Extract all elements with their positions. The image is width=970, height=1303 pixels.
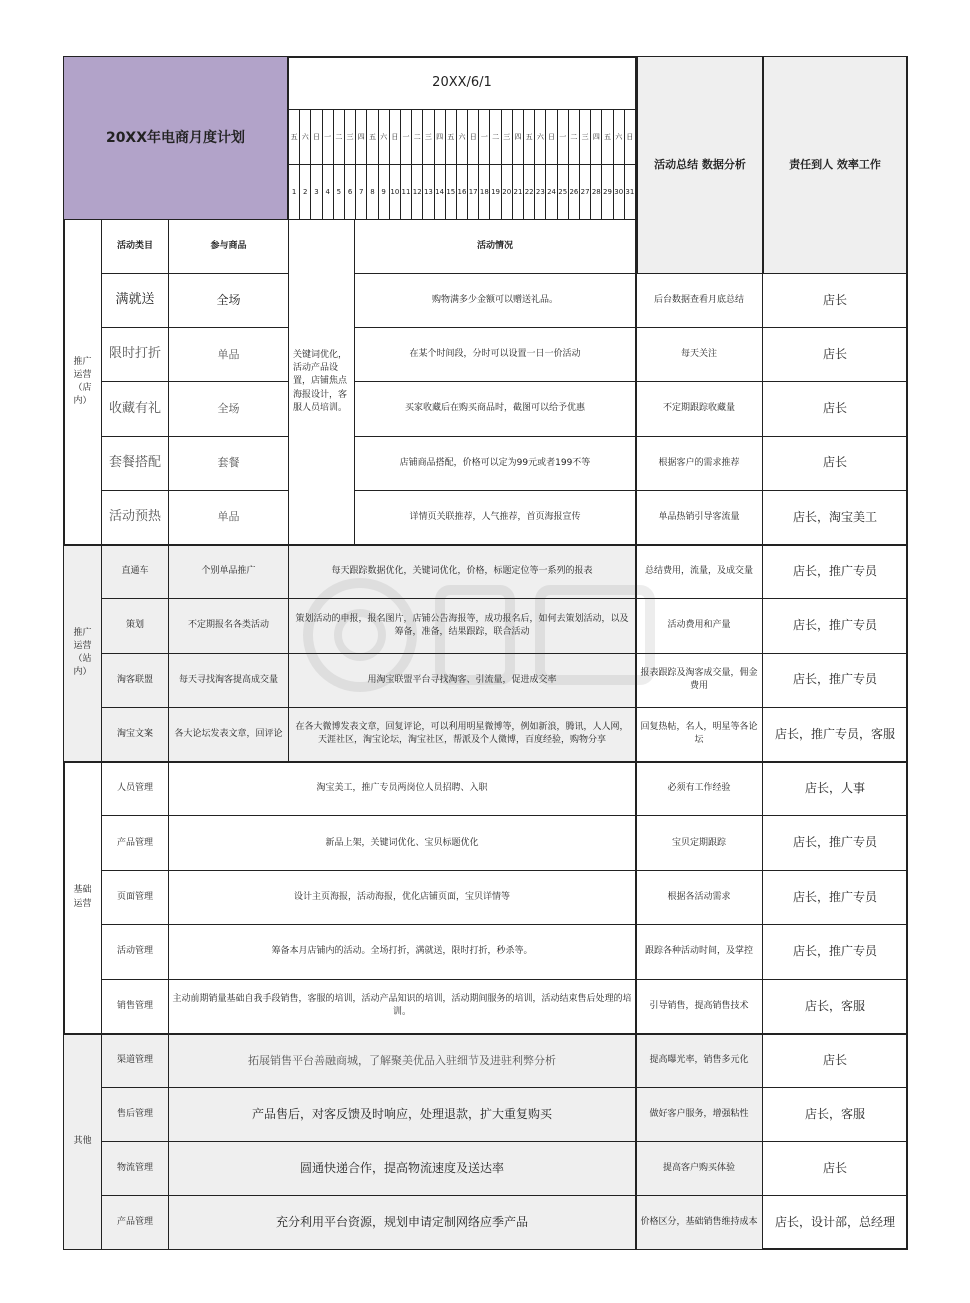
weekday-cell: 五 (524, 110, 535, 165)
owner-cell: 店长，淘宝美工 (763, 491, 908, 545)
day-cell: 20 (502, 165, 513, 220)
owner-cell: 店长，人事 (763, 762, 908, 816)
day-cell: 9 (379, 165, 390, 220)
owner-cell: 店长 (763, 1142, 908, 1196)
situation-cell: 每天跟踪数据优化，关键词优化，价格，标题定位等一系列的报表 (289, 545, 636, 599)
product-cell: 全场 (169, 382, 289, 436)
day-cell: 21 (513, 165, 524, 220)
header-situation: 活动情况 (355, 220, 636, 274)
activity-type-cell: 活动管理 (102, 925, 169, 979)
weekday-cell: 二 (334, 110, 345, 165)
activity-type-cell: 产品管理 (102, 1196, 169, 1250)
day-cell: 14 (435, 165, 446, 220)
header-product: 参与商品 (169, 220, 289, 274)
day-cell: 3 (311, 165, 322, 220)
situation-cell: 买家收藏后在购买商品时，截图可以给予优惠 (355, 382, 636, 436)
owner-cell: 店长，推广专员 (763, 654, 908, 708)
situation-cell: 策划活动的申报，报名图片，店铺公告海报等，成功报名后，如何去策划活动，以及筹备，准备，结果跟踪，联合活动 (289, 599, 636, 653)
activity-type-cell: 满就送 (102, 274, 169, 328)
day-row (289, 165, 636, 220)
situation-cell: 在某个时间段，分时可以设置一日一价活动 (355, 328, 636, 382)
weekday-cell: 日 (625, 110, 636, 165)
day-cell: 29 (602, 165, 613, 220)
day-cell: 6 (345, 165, 356, 220)
section-store-promotion: 推广运营（店内） (64, 220, 102, 545)
product-cell: 各大论坛发表文章，回评论 (169, 708, 289, 762)
date-label: 20XX/6/1 (289, 57, 636, 110)
product-cell: 不定期报名各类活动 (169, 599, 289, 653)
divider (63, 544, 908, 546)
weekday-cell: 五 (289, 110, 300, 165)
summary-cell: 提高客户购买体验 (636, 1142, 763, 1196)
summary-cell: 引导销售，提高销售技术 (636, 980, 763, 1034)
weekday-cell: 二 (412, 110, 423, 165)
situation-cell: 新品上架，关键词优化、宝贝标题优化 (169, 816, 636, 870)
summary-cell: 不定期跟踪收藏量 (636, 382, 763, 436)
day-cell: 7 (356, 165, 367, 220)
activity-type-cell: 物流管理 (102, 1142, 169, 1196)
owner-cell: 店长，客服 (763, 1088, 908, 1142)
weekday-cell: 六 (379, 110, 390, 165)
weekday-cell: 四 (356, 110, 367, 165)
header-summary: 活动总结 数据分析 (636, 57, 763, 274)
weekday-cell: 六 (457, 110, 468, 165)
day-cell: 12 (412, 165, 423, 220)
owner-cell: 店长，推广专员 (763, 816, 908, 870)
day-cell: 4 (323, 165, 334, 220)
activity-type-cell: 淘宝文案 (102, 708, 169, 762)
owner-cell: 店长 (763, 274, 908, 328)
activity-type-cell: 人员管理 (102, 762, 169, 816)
activity-type-cell: 页面管理 (102, 871, 169, 925)
product-cell: 单品 (169, 491, 289, 545)
day-cell: 26 (569, 165, 580, 220)
activity-type-cell: 淘客联盟 (102, 654, 169, 708)
summary-cell: 必须有工作经验 (636, 762, 763, 816)
day-cell: 28 (591, 165, 602, 220)
section-other: 其他 (64, 1034, 102, 1250)
page-title: 20XX年电商月度计划 (64, 57, 289, 220)
summary-cell: 活动费用和产量 (636, 599, 763, 653)
activity-type-cell: 售后管理 (102, 1088, 169, 1142)
weekday-row (289, 110, 636, 165)
weekday-cell: 四 (591, 110, 602, 165)
divider (63, 1033, 908, 1035)
weekday-cell: 三 (502, 110, 513, 165)
section-site-promotion: 推广运营（站内） (64, 545, 102, 762)
summary-cell: 根据各活动需求 (636, 871, 763, 925)
product-cell: 套餐 (169, 437, 289, 491)
situation-cell: 详情页关联推荐，人气推荐，首页海报宣传 (355, 491, 636, 545)
activity-type-cell: 限时打折 (102, 328, 169, 382)
activity-type-cell: 渠道管理 (102, 1034, 169, 1088)
situation-cell: 淘宝美工，推广专员两岗位人员招聘、入职 (169, 762, 636, 816)
section-basic-operation: 基础运营 (64, 762, 102, 1034)
summary-cell: 跟踪各种活动时间，及掌控 (636, 925, 763, 979)
weekday-cell: 一 (323, 110, 334, 165)
weekday-cell: 一 (479, 110, 490, 165)
weekday-cell: 日 (546, 110, 557, 165)
owner-cell: 店长，推广专员，客服 (763, 708, 908, 762)
summary-cell: 做好客户服务，增强粘性 (636, 1088, 763, 1142)
weekday-cell: 五 (602, 110, 613, 165)
day-cell: 16 (457, 165, 468, 220)
day-cell: 30 (614, 165, 625, 220)
weekday-cell: 六 (614, 110, 625, 165)
summary-cell: 宝贝定期跟踪 (636, 816, 763, 870)
weekday-cell: 日 (390, 110, 401, 165)
owner-cell: 店长 (763, 1034, 908, 1088)
situation-cell: 圆通快递合作，提高物流速度及送达率 (169, 1142, 636, 1196)
day-cell: 31 (625, 165, 636, 220)
weekday-cell: 日 (311, 110, 322, 165)
owner-cell: 店长 (763, 437, 908, 491)
situation-cell: 购物满多少金额可以赠送礼品。 (355, 274, 636, 328)
weekday-cell: 日 (468, 110, 479, 165)
owner-cell: 店长 (763, 382, 908, 436)
owner-cell: 店长，推广专员 (763, 599, 908, 653)
weekday-cell: 一 (558, 110, 569, 165)
weekday-cell: 三 (423, 110, 434, 165)
day-cell: 17 (468, 165, 479, 220)
owner-cell: 店长，客服 (763, 980, 908, 1034)
situation-cell: 筹备本月店铺内的活动。全场打折，满就送，限时打折，秒杀等。 (169, 925, 636, 979)
weekday-cell: 六 (535, 110, 546, 165)
weekday-cell: 四 (435, 110, 446, 165)
owner-cell: 店长，设计部，总经理 (763, 1196, 908, 1250)
weekday-cell: 三 (345, 110, 356, 165)
summary-cell: 单品热销引导客流量 (636, 491, 763, 545)
product-cell: 单品 (169, 328, 289, 382)
summary-cell: 根据客户的需求推荐 (636, 437, 763, 491)
summary-cell: 每天关注 (636, 328, 763, 382)
day-cell: 1 (289, 165, 300, 220)
weekday-cell: 三 (580, 110, 591, 165)
activity-type-cell: 收藏有礼 (102, 382, 169, 436)
day-cell: 13 (423, 165, 434, 220)
situation-cell: 拓展销售平台善融商城，了解聚美优品入驻细节及进驻利弊分析 (169, 1034, 636, 1088)
day-cell: 27 (580, 165, 591, 220)
summary-cell: 回复热帖，名人，明星等各论坛 (636, 708, 763, 762)
weekday-cell: 六 (300, 110, 311, 165)
weekday-cell: 五 (446, 110, 457, 165)
situation-cell: 充分利用平台资源，规划申请定制网络应季产品 (169, 1196, 636, 1250)
summary-cell: 总结费用，流量，及成交量 (636, 545, 763, 599)
owner-cell: 店长，推广专员 (763, 871, 908, 925)
summary-cell: 价格区分，基础销售维持成本 (636, 1196, 763, 1250)
situation-cell: 用淘宝联盟平台寻找淘客、引流量，促进成交率 (289, 654, 636, 708)
situation-cell: 在各大微博发表文章，回复评论，可以利用明星微博等，例如新浪，腾讯，人人网，天涯社区，淘宝论坛，淘宝社区，帮派及个人微博，百度经验，购物分享 (289, 708, 636, 762)
day-cell: 5 (334, 165, 345, 220)
day-cell: 8 (367, 165, 378, 220)
header-owner: 责任到人 效率工作 (763, 57, 908, 274)
activity-type-cell: 套餐搭配 (102, 437, 169, 491)
situation-cell: 店铺商品搭配，价格可以定为99元或者199不等 (355, 437, 636, 491)
weekday-cell: 二 (569, 110, 580, 165)
activity-type-cell: 直通车 (102, 545, 169, 599)
day-cell: 10 (390, 165, 401, 220)
day-cell: 11 (401, 165, 412, 220)
situation-cell: 产品售后，对客反馈及时响应，处理退款，扩大重复购买 (169, 1088, 636, 1142)
divider (635, 220, 637, 1250)
owner-cell: 店长，推广专员 (763, 545, 908, 599)
product-cell: 个别单品推广 (169, 545, 289, 599)
summary-cell: 提高曝光率，销售多元化 (636, 1034, 763, 1088)
weekday-cell: 二 (490, 110, 501, 165)
activity-type-cell: 产品管理 (102, 816, 169, 870)
product-cell: 全场 (169, 274, 289, 328)
summary-cell: 后台数据查看月底总结 (636, 274, 763, 328)
summary-cell: 报表跟踪及淘客成交量，佣金费用 (636, 654, 763, 708)
situation-cell: 设计主页海报，活动海报，优化店铺页面，宝贝详情等 (169, 871, 636, 925)
day-cell: 24 (546, 165, 557, 220)
activity-type-cell: 策划 (102, 599, 169, 653)
product-cell: 每天寻找淘客提高成交量 (169, 654, 289, 708)
day-cell: 2 (300, 165, 311, 220)
store-merged-note: 关键词优化，活动产品设置，店铺焦点海报设计，客服人员培训。 (289, 220, 355, 545)
day-cell: 19 (490, 165, 501, 220)
day-cell: 23 (535, 165, 546, 220)
owner-cell: 店长，推广专员 (763, 925, 908, 979)
weekday-cell: 一 (401, 110, 412, 165)
divider (63, 761, 908, 763)
activity-type-cell: 活动预热 (102, 491, 169, 545)
day-cell: 25 (558, 165, 569, 220)
weekday-cell: 四 (513, 110, 524, 165)
activity-type-cell: 销售管理 (102, 980, 169, 1034)
day-cell: 18 (479, 165, 490, 220)
owner-cell: 店长 (763, 328, 908, 382)
day-cell: 15 (446, 165, 457, 220)
situation-cell: 主动前期销量基础自我手段销售，客服的培训，活动产品知识的培训，活动期间服务的培训，活动结束售后处理的培训。 (169, 980, 636, 1034)
weekday-cell: 五 (367, 110, 378, 165)
day-cell: 22 (524, 165, 535, 220)
header-activity-type: 活动类目 (102, 220, 169, 274)
